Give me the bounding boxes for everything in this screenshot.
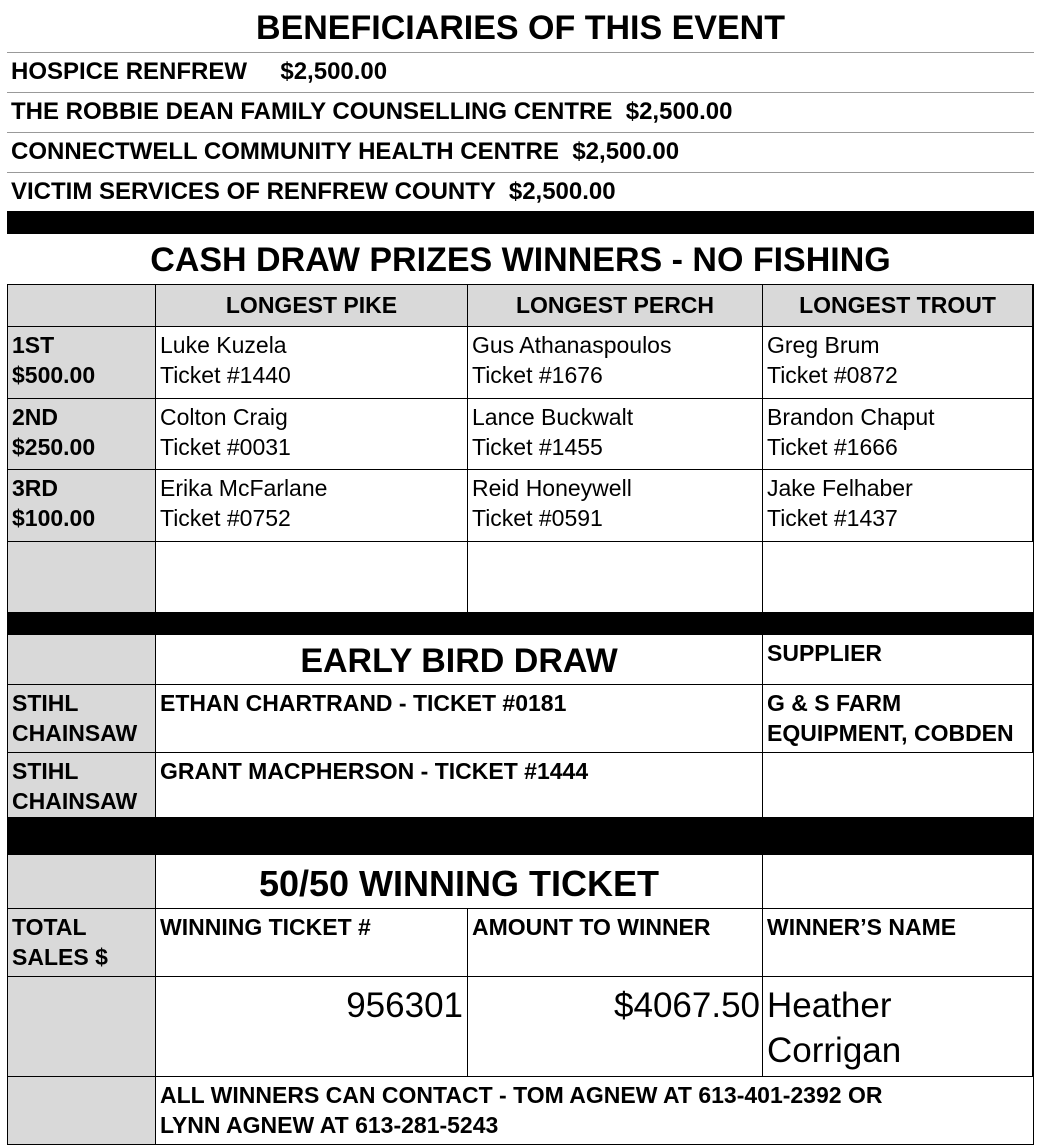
- amount-header: AMOUNT TO WINNER: [468, 909, 763, 977]
- place-label: 3RD: [12, 475, 59, 501]
- winner-ticket: Ticket #1437: [767, 505, 898, 531]
- winner-ticket: Ticket #1676: [472, 362, 603, 388]
- supplier-name: EQUIPMENT, COBDEN: [767, 720, 1014, 746]
- winning-ticket-number: 956301: [156, 977, 468, 1077]
- contact-line: ALL WINNERS CAN CONTACT - TOM AGNEW AT 613-401-2392 OR: [160, 1082, 883, 1108]
- header-blank-cell: [8, 635, 156, 685]
- supplier-cell: [763, 685, 1033, 753]
- prize-amount: $100.00: [12, 505, 96, 531]
- place-label: 2ND: [12, 404, 59, 430]
- total-sales-value: [8, 977, 156, 1077]
- winner-cell: [156, 399, 468, 470]
- beneficiary-name: HOSPICE RENFREW: [11, 58, 248, 85]
- contact-line: LYNN AGNEW AT 613-281-5243: [160, 1112, 499, 1138]
- beneficiary-name: CONNECTWELL COMMUNITY HEALTH CENTRE: [11, 138, 559, 165]
- winner-name-text: Corrigan: [767, 1031, 902, 1070]
- beneficiary-name: VICTIM SERVICES OF RENFREW COUNTY: [11, 178, 496, 205]
- beneficiary-amount: $2,500.00: [625, 98, 733, 125]
- winning-ticket-header: WINNING TICKET #: [156, 909, 468, 977]
- winner-name: Colton Craig: [160, 404, 288, 430]
- prize-place-cell: [8, 470, 156, 542]
- winner-cell: [468, 327, 763, 399]
- winner-name: Gus Athanaspoulos: [472, 332, 672, 358]
- winner-name-header: WINNER’S NAME: [763, 909, 1033, 977]
- prize-place-cell: [8, 327, 156, 399]
- winner-ticket: Ticket #1455: [472, 434, 603, 460]
- prize-amount: $500.00: [12, 362, 96, 388]
- column-header-perch: LONGEST PERCH: [468, 285, 763, 327]
- winner-ticket: Ticket #1666: [767, 434, 898, 460]
- cash-draw-table: [7, 284, 1034, 612]
- beneficiary-row: [7, 53, 1034, 93]
- prize-amount: $250.00: [12, 434, 96, 460]
- empty-cell: [763, 855, 1033, 909]
- winner-name: Jake Felhaber: [767, 475, 913, 501]
- place-label: 1ST: [12, 332, 55, 358]
- empty-cell: [156, 542, 468, 613]
- early-bird-table: [7, 635, 1034, 817]
- winner-name: [763, 977, 1033, 1077]
- prize-place-cell: [8, 399, 156, 470]
- supplier-cell: [763, 753, 1033, 817]
- winner-cell: [763, 470, 1033, 542]
- header-blank-cell: [8, 855, 156, 909]
- empty-cell: [8, 1077, 156, 1144]
- winner-ticket: Ticket #1440: [160, 362, 291, 388]
- winner-name: Lance Buckwalt: [472, 404, 634, 430]
- winner-name-text: Heather: [767, 986, 892, 1025]
- section-divider: [7, 211, 1034, 234]
- cash-draw-title: CASH DRAW PRIZES WINNERS - NO FISHING: [150, 241, 891, 279]
- contact-info: [156, 1077, 1033, 1144]
- beneficiary-row: [7, 93, 1034, 133]
- supplier-name: G & S FARM: [767, 690, 902, 716]
- total-sales-text: SALES $: [12, 944, 108, 970]
- winner-cell: [763, 327, 1033, 399]
- column-header-trout: LONGEST TROUT: [763, 285, 1033, 327]
- beneficiary-amount: $2,500.00: [280, 58, 388, 85]
- winner-name: Erika McFarlane: [160, 475, 328, 501]
- winner-cell: [468, 470, 763, 542]
- beneficiary-amount: $2,500.00: [508, 178, 616, 205]
- prize-label: STIHL: [12, 690, 79, 716]
- beneficiary-name: THE ROBBIE DEAN FAMILY COUNSELLING CENTRE: [11, 98, 613, 125]
- prize-label: CHAINSAW: [12, 788, 138, 814]
- header-blank-cell: [8, 285, 156, 327]
- section-divider: [7, 612, 1034, 635]
- early-bird-prize-cell: [8, 753, 156, 817]
- winner-ticket: Ticket #0031: [160, 434, 291, 460]
- winner-cell: [156, 470, 468, 542]
- early-bird-winner: GRANT MACPHERSON - TICKET #1444: [156, 753, 763, 817]
- total-sales-label: [8, 909, 156, 977]
- total-sales-text: TOTAL: [12, 914, 87, 940]
- winner-name: Luke Kuzela: [160, 332, 287, 358]
- winner-cell: [763, 399, 1033, 470]
- empty-cell: [468, 542, 763, 613]
- early-bird-prize-cell: [8, 685, 156, 753]
- fifty-fifty-title: 50/50 WINNING TICKET: [156, 855, 763, 909]
- beneficiary-row: [7, 173, 1034, 211]
- early-bird-title: EARLY BIRD DRAW: [156, 635, 763, 685]
- prize-label: CHAINSAW: [12, 720, 138, 746]
- winner-ticket: Ticket #0591: [472, 505, 603, 531]
- beneficiaries-title: BENEFICIARIES OF THIS EVENT: [7, 3, 1034, 53]
- prize-label: STIHL: [12, 758, 79, 784]
- beneficiary-row: [7, 133, 1034, 173]
- winner-name: Brandon Chaput: [767, 404, 935, 430]
- winning-amount: $4067.50: [468, 977, 763, 1077]
- empty-cell: [763, 542, 1033, 613]
- fifty-fifty-table: [7, 855, 1034, 1145]
- winner-ticket: Ticket #0872: [767, 362, 898, 388]
- winner-cell: [468, 399, 763, 470]
- empty-cell: [8, 542, 156, 613]
- beneficiary-amount: $2,500.00: [572, 138, 680, 165]
- winner-cell: [156, 327, 468, 399]
- supplier-header: SUPPLIER: [763, 635, 1033, 685]
- winner-name: Greg Brum: [767, 332, 880, 358]
- winner-ticket: Ticket #0752: [160, 505, 291, 531]
- winner-name: Reid Honeywell: [472, 475, 632, 501]
- early-bird-winner: ETHAN CHARTRAND - TICKET #0181: [156, 685, 763, 753]
- column-header-pike: LONGEST PIKE: [156, 285, 468, 327]
- section-divider: [7, 817, 1034, 855]
